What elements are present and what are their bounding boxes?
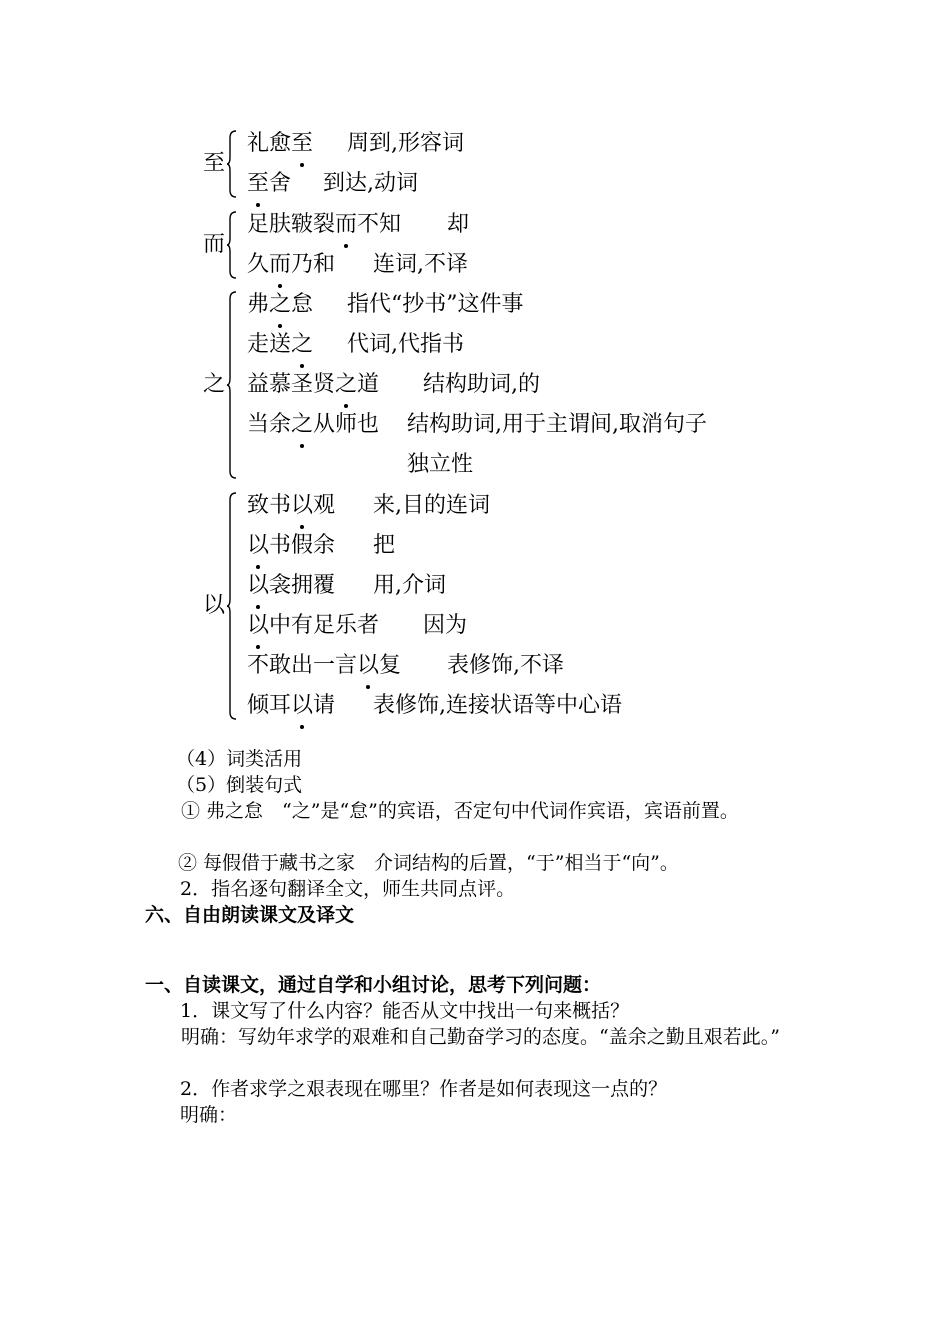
group-rows xyxy=(247,486,622,726)
inversion-example-1: ① 弗之怠 “之”是“怠”的宾语，否定句中代词作宾语，宾语前置。 xyxy=(181,800,739,822)
usage-gloss: 周到,形容词 xyxy=(347,131,464,156)
answer-2-label: 明确： xyxy=(180,1104,238,1126)
usage-row xyxy=(247,405,707,445)
example-phrase: 致书以观 xyxy=(247,486,335,526)
group-rows xyxy=(247,285,707,485)
usage-row xyxy=(247,285,524,325)
brace-symbol xyxy=(227,211,237,279)
item-inverted-sentence: （5）倒装句式 xyxy=(176,774,303,796)
brace-symbol xyxy=(227,291,237,479)
question-2: 2．作者求学之艰表现在哪里？作者是如何表现这一点的？ xyxy=(180,1078,668,1100)
usage-gloss: 用,介词 xyxy=(373,573,446,598)
example-phrase: 益慕圣贤之道 xyxy=(247,365,379,405)
group-head-char: 至 xyxy=(203,151,226,176)
usage-gloss: 把 xyxy=(373,533,396,558)
usage-gloss: 表修饰,不译 xyxy=(447,653,564,678)
section-heading-six: 六、自由朗读课文及译文 xyxy=(145,904,355,926)
item-word-class: （4）词类活用 xyxy=(176,748,303,770)
example-phrase: 久而乃和 xyxy=(247,245,335,285)
usage-row xyxy=(247,486,490,526)
brace-group-zhi-arrive xyxy=(203,124,763,204)
translation-step: 2．指名逐句翻译全文，师生共同点评。 xyxy=(180,878,516,900)
usage-row xyxy=(247,566,446,606)
usage-gloss: 结构助词,用于主谓间,取消句子 xyxy=(407,412,707,437)
group-head-char: 以 xyxy=(203,593,226,618)
usage-row xyxy=(247,164,418,204)
usage-row-continuation xyxy=(247,445,474,485)
example-phrase: 足肤皲裂而不知 xyxy=(247,205,401,245)
example-phrase: 至舍 xyxy=(247,164,291,204)
usage-row xyxy=(247,526,401,566)
usage-row xyxy=(247,365,540,405)
answer-1: 明确：写幼年求学的艰难和自己勤奋学习的态度。“盖余之勤且艰若此。” xyxy=(181,1026,780,1048)
group-head-char: 之 xyxy=(203,372,226,397)
example-phrase: 以中有足乐者 xyxy=(247,606,379,646)
example-phrase: 礼愈至 xyxy=(247,124,313,164)
brace-symbol xyxy=(227,130,237,198)
usage-gloss: 来,目的连词 xyxy=(373,493,490,518)
usage-row xyxy=(247,646,564,686)
example-phrase: 当余之从师也 xyxy=(247,405,379,445)
usage-gloss: 结构助词,的 xyxy=(423,372,540,397)
usage-gloss: 独立性 xyxy=(407,452,474,477)
usage-gloss: 因为 xyxy=(423,613,468,638)
brace-symbol xyxy=(227,492,237,720)
example-phrase: 以衾拥覆 xyxy=(247,566,335,606)
question-1: 1．课文写了什么内容？能否从文中找出一句来概括？ xyxy=(180,1000,630,1022)
usage-row xyxy=(247,325,464,365)
brace-group-er xyxy=(203,205,763,285)
example-phrase: 以书假余 xyxy=(247,526,335,566)
brace-group-yi xyxy=(203,486,763,726)
usage-gloss: 表修饰,连接状语等中心语 xyxy=(373,693,622,718)
usage-gloss: 连词,不译 xyxy=(373,252,468,277)
usage-row xyxy=(247,124,464,164)
usage-row xyxy=(247,686,622,726)
usage-gloss: 却 xyxy=(447,212,470,237)
section-heading-one: 一、自读课文，通过自学和小组讨论，思考下列问题： xyxy=(145,974,602,996)
example-phrase: 倾耳以请 xyxy=(247,686,335,726)
usage-gloss: 到达,动词 xyxy=(323,171,418,196)
group-rows xyxy=(247,124,464,204)
usage-row xyxy=(247,245,468,285)
usage-row xyxy=(247,205,470,245)
example-phrase: 不敢出一言以复 xyxy=(247,646,401,686)
example-phrase: 弗之怠 xyxy=(247,285,313,325)
usage-gloss: 代词,代指书 xyxy=(347,332,464,357)
usage-gloss: 指代“抄书”这件事 xyxy=(347,292,524,317)
inversion-example-2: ② 每假借于藏书之家 介词结构的后置，“于”相当于“向”。 xyxy=(178,852,679,874)
usage-row xyxy=(247,606,468,646)
group-head-char: 而 xyxy=(203,232,226,257)
brace-group-zhi xyxy=(203,285,763,485)
example-phrase: 走送之 xyxy=(247,325,313,365)
group-rows xyxy=(247,205,470,285)
